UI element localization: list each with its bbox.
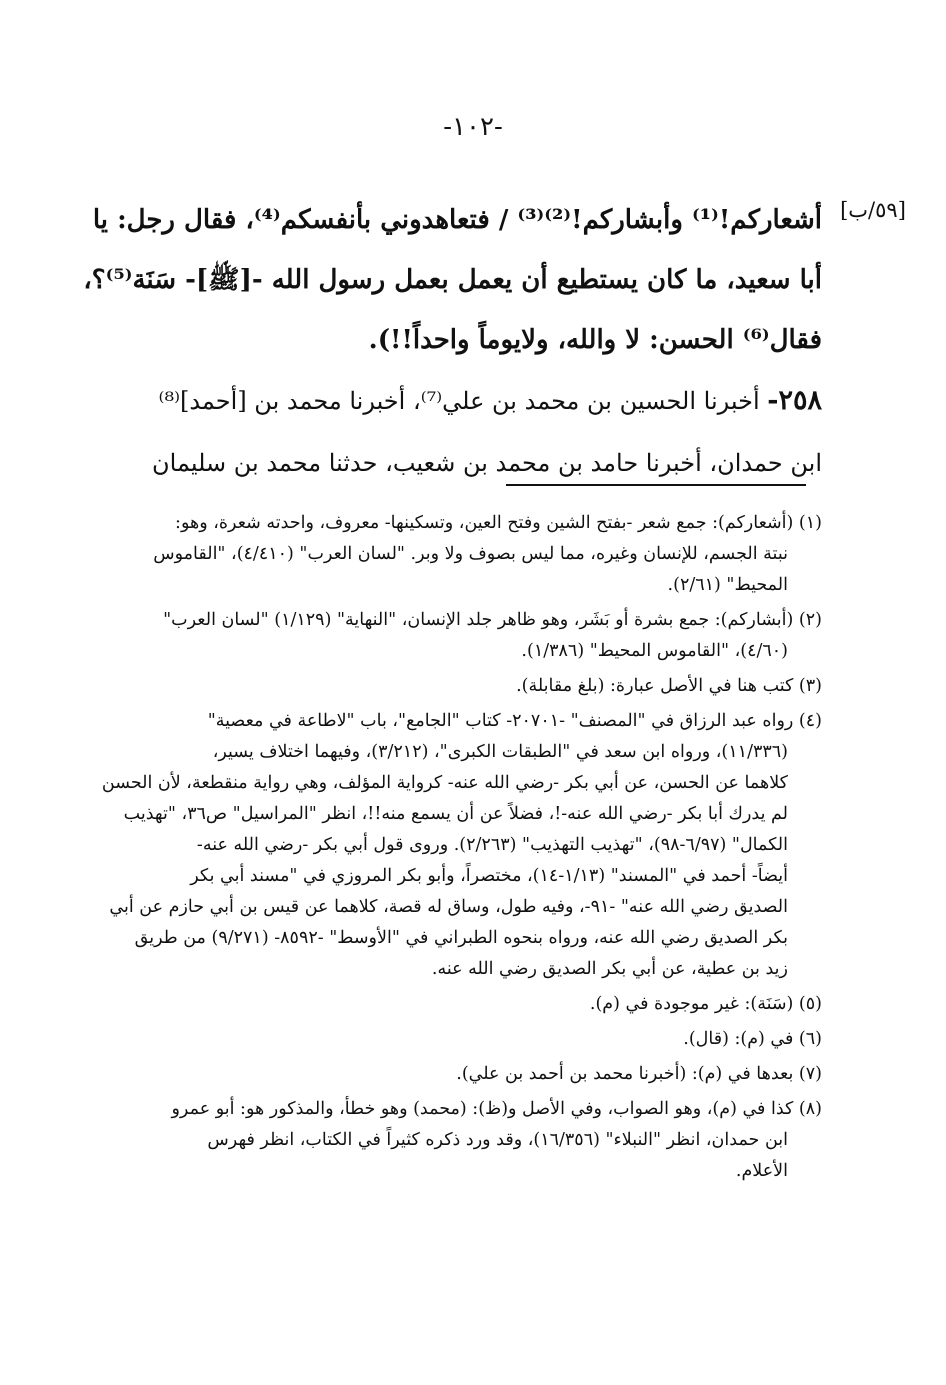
passage-line: فقال⁽⁶⁾ الحسن: لا والله، ولايوماً واحداً!!). (368, 325, 822, 355)
footnote-line: (٤) رواه عبد الرزاق في "المصنف" -٢٠٧٠١- كتاب "الجامع"، باب "لاطاعة في معصية" (207, 711, 822, 731)
footnote-line: (٤/٦٠)، "القاموس المحيط" (١/٣٨٦). (521, 641, 788, 661)
footnote-line: المحيط" (٢/٦١). (667, 575, 788, 595)
main-text (70, 190, 822, 494)
footnote-line: (٦) في (م): (قال). (683, 1029, 822, 1049)
footnote (70, 706, 822, 985)
footnote (70, 1059, 822, 1090)
footnote-line: (١) (أشعاركم): جمع شعر -بفتح الشين وفتح العين، وتسكينها- معروف، واحدته شعرة، وهو: (175, 513, 822, 533)
footnote-line: بكر الصديق رضي الله عنه، ورواه بنحوه الطبراني في "الأوسط" -٨٥٩٢- (٩/٢٧١) من طريق (134, 928, 788, 948)
footnote-line: ابن حمدان، انظر "النبلاء" (١٦/٣٥٦)، وقد ورد ذكره كثيراً في الكتاب، انظر فهرس (207, 1130, 788, 1150)
isnad-text: أخبرنا الحسين بن محمد بن علي⁽⁷⁾، أخبرنا محمد بن [أحمد]⁽⁸⁾ (158, 387, 760, 415)
footnote (70, 508, 822, 601)
footnote-line: الأعلام. (735, 1161, 788, 1181)
quoted-passage (70, 190, 822, 370)
footnote-line: (٣) كتب هنا في الأصل عبارة: (بلغ مقابلة). (516, 676, 822, 696)
footnote (70, 605, 822, 667)
footnotes (70, 508, 822, 1191)
passage-line: أشعاركم!⁽¹⁾ وأبشاركم!⁽²⁾⁽³⁾ / فتعاهدوني بأنفسكم⁽⁴⁾، فقال رجل: يا (92, 205, 822, 235)
footnote (70, 1094, 822, 1187)
footnote-line: (٢) (أبشاركم): جمع بشرة أو بَشَر، وهو ظاهر جلد الإنسان، "النهاية" (١/١٢٩) "لسان العرب" (163, 610, 822, 630)
footnote-line: (٧) بعدها في (م): (أخبرنا محمد بن أحمد بن علي). (456, 1064, 822, 1084)
footnote-line: كلاهما عن الحسن، عن أبي بكر -رضي الله عنه- كرواية المؤلف، وهي رواية منقطعة، لأن الحسن (101, 773, 788, 793)
footnote-line: الكمال" (٦/٩٧-٩٨)، "تهذيب التهذيب" (٢/٢٦٣). وروى قول أبي بكر -رضي الله عنه- (196, 835, 788, 855)
folio-reference: [٥٩/ب] (840, 198, 906, 222)
footnote-divider (506, 484, 806, 486)
hadith-paragraph (70, 370, 822, 494)
page-number: -١٠٢- (443, 112, 503, 142)
footnote-line: لم يدرك أبا بكر -رضي الله عنه-!، فضلاً عن أن يسمع منه!!، انظر "المراسيل" ص٣٦، "تهذيب (123, 804, 788, 824)
hadith-number: ٢٥٨- (767, 385, 822, 416)
footnote (70, 989, 822, 1020)
footnote-line: (١١/٣٣٦)، ورواه ابن سعد في "الطبقات الكبرى"، (٣/٢١٢)، وفيهما اختلاف يسير، (212, 742, 788, 762)
footnote-line: أيضاً- أحمد في "المسند" (١/١٣-١٤)، مختصراً، وأبو بكر المروزي في "مسند أبي بكر (190, 866, 788, 886)
footnote-line: الصديق رضي الله عنه" -٩١-، وفيه طول، وساق له قصة، كلاهما عن قيس بن أبي حازم عن أبي (109, 897, 788, 917)
footnote-line: (٥) (سَنَة): غير موجودة في (م). (589, 994, 822, 1014)
footnote (70, 671, 822, 702)
footnote-line: زيد بن عطية، عن أبي بكر الصديق رضي الله عنه. (431, 959, 788, 979)
footnote (70, 1024, 822, 1055)
passage-line: أبا سعيد، ما كان يستطيع أن يعمل بعمل رسول الله -[ﷺ]- سَنَة⁽⁵⁾؟، (83, 265, 822, 295)
footnote-line: (٨) كذا في (م)، وهو الصواب، وفي الأصل و(ظ): (محمد) وهو خطأ، والمذكور هو: أبو عمرو (171, 1099, 822, 1119)
hadith-line (70, 370, 822, 432)
hadith-line: ابن حمدان، أخبرنا حامد بن محمد بن شعيب، حدثنا محمد بن سليمان (152, 449, 822, 477)
footnote-line: نبتة الجسم، للإنسان وغيره، مما ليس بصوف ولا وبر. "لسان العرب" (٤/٤١٠)، "القاموس (153, 544, 788, 564)
